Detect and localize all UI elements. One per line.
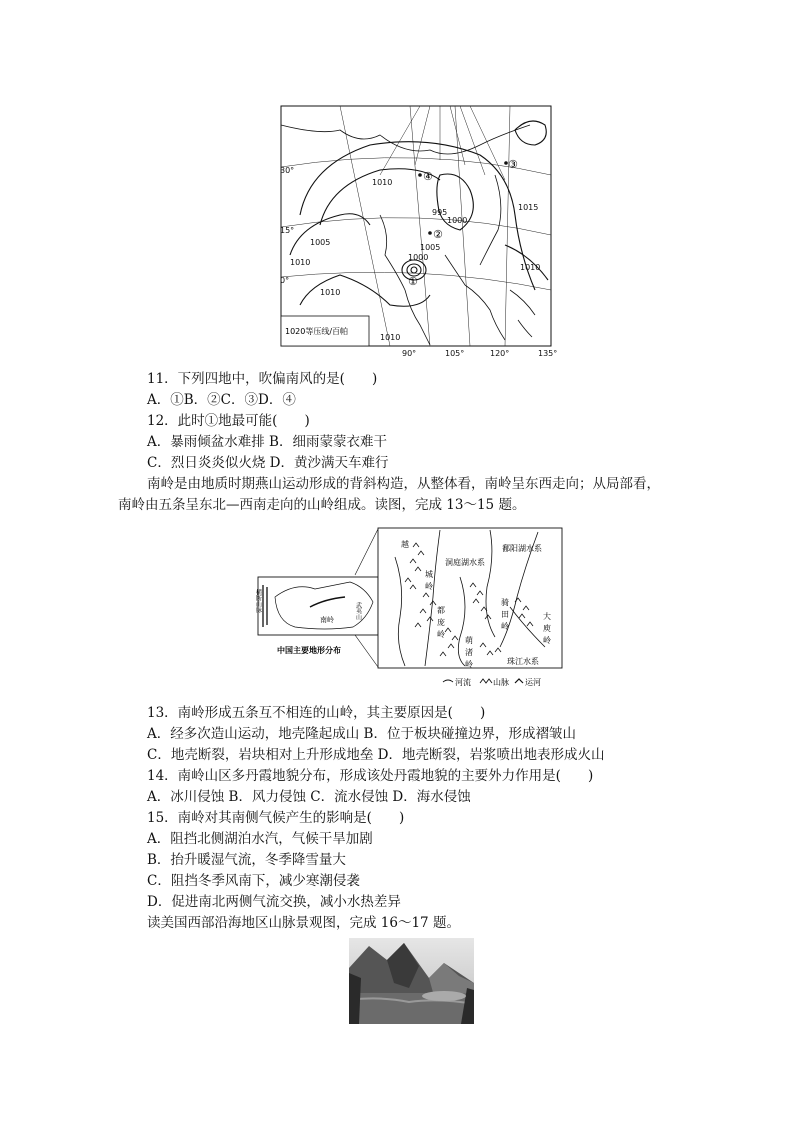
map-label-ling3: 岭 xyxy=(501,622,509,631)
map-label-da: 大 xyxy=(543,612,551,621)
legend-canal: 运河 xyxy=(525,678,541,687)
lat-label: 0° xyxy=(280,276,290,285)
mountain-landscape-image xyxy=(349,938,474,1024)
q14-options: A．冰川侵蚀 B．风力侵蚀 C．流水侵蚀 D．海水侵蚀 xyxy=(147,789,471,805)
lon-label: 120° xyxy=(490,349,510,358)
inset-label: 武夷山 xyxy=(354,602,362,620)
mountain-landscape-photo xyxy=(349,938,474,1024)
lon-label: 105° xyxy=(445,349,465,358)
isobar-map-figure xyxy=(280,105,570,360)
q15-option-b: B．抬升暖湿气流，冬季降雪量大 xyxy=(147,852,346,868)
point-4-label: ④ xyxy=(423,170,433,183)
isobar-value: 1010 xyxy=(380,333,401,342)
map-label-du: 都 xyxy=(437,606,445,615)
q11-options: A．①B．②C．③D．④ xyxy=(147,392,296,408)
q12-options-ab: A．暴雨倾盆水难排 B．细雨蒙蒙衣难干 xyxy=(147,434,387,450)
isobar-value: 1010 xyxy=(320,288,341,297)
isobar-value: 1005 xyxy=(420,243,441,252)
map-label-zhu: 渚 xyxy=(465,648,473,657)
lon-label: 135° xyxy=(538,349,558,358)
map-label-poyang: 鄱阳湖水系 xyxy=(502,544,542,553)
map-label-ling2: 岭 xyxy=(437,630,445,639)
isobar-value: 995 xyxy=(432,208,448,217)
map-label-ling4: 岭 xyxy=(465,660,473,669)
q11-stem: 11．下列四地中，吹偏南风的是( ) xyxy=(147,371,378,387)
map-label-meng: 萌 xyxy=(465,636,473,645)
isobar-value: 1000 xyxy=(447,216,468,225)
lat-label: 15° xyxy=(280,226,295,235)
q12-stem: 12．此时①地最可能( ) xyxy=(147,413,310,429)
isobar-legend: 1020等压线/百帕 xyxy=(285,327,349,336)
point-2-label: ② xyxy=(433,228,443,241)
q13-options-cd: C．地壳断裂，岩块相对上升形成地垒 D．地壳断裂，岩浆喷出地表形成火山 xyxy=(147,747,605,763)
map-label-qi: 骑 xyxy=(501,598,509,607)
map-label-cheng: 城 xyxy=(425,570,433,579)
q15-option-c: C．阻挡冬季风南下，减少寒潮侵袭 xyxy=(147,873,360,889)
passage1-line2: 南岭由五条呈东北—西南走向的山岭组成。读图，完成 13～15 题。 xyxy=(118,497,526,513)
nanling-map xyxy=(255,527,565,689)
map-label-zhujiang: 珠江水系 xyxy=(507,657,539,666)
map-label-pang: 庞 xyxy=(437,618,445,627)
lat-label: 30° xyxy=(280,166,295,175)
isobar-value: 1015 xyxy=(518,203,539,212)
q15-stem: 15．南岭对其南侧气候产生的影响是( ) xyxy=(147,810,405,826)
passage1-line1: 南岭是由地质时期燕山运动形成的背斜构造，从整体看，南岭呈东西走向；从局部看， xyxy=(147,476,660,492)
map-label-dongting: 洞庭湖水系 xyxy=(445,558,485,567)
isobar-value: 1010 xyxy=(520,263,541,272)
q13-options-ab: A．经多次造山运动，地壳隆起成山 B．位于板块碰撞边界，形成褶皱山 xyxy=(147,726,576,742)
legend-mountain: 山脉 xyxy=(493,678,509,687)
q14-stem: 14．南岭山区多丹霞地貌分布，形成该处丹霞地貌的主要外力作用是( ) xyxy=(147,768,594,784)
map-label-ling5: 岭 xyxy=(543,636,551,645)
isobar-value: 1005 xyxy=(310,238,331,247)
q13-stem: 13．南岭形成五条互不相连的山岭，其主要原因是( ) xyxy=(147,705,486,721)
isobar-map xyxy=(280,105,570,360)
nanling-figure xyxy=(255,527,565,689)
legend-river: 河流 xyxy=(455,678,471,687)
inset-label: 南岭 xyxy=(320,616,334,624)
q15-option-d: D．促进南北两侧气流交换，减小水热差异 xyxy=(147,894,401,910)
q15-option-a: A．阻挡北侧湖泊水汽，气候干旱加剧 xyxy=(147,831,373,847)
isobar-value: 1010 xyxy=(290,258,311,267)
map-label-yu: 庾 xyxy=(543,624,551,633)
point-1-label: ① xyxy=(408,275,418,288)
isobar-value: 1000 xyxy=(408,253,429,262)
passage2: 读美国西部沿海地区山脉景观图，完成 16～17 题。 xyxy=(147,915,460,931)
q12-options-cd: C．烈日炎炎似火烧 D．黄沙满天车难行 xyxy=(147,455,389,471)
lon-label: 90° xyxy=(402,349,417,358)
isobar-value: 1010 xyxy=(372,178,393,187)
map-label-yue: 越 xyxy=(401,540,409,549)
inset-caption: 中国主要地形分布 xyxy=(277,646,341,655)
point-3-label: ③ xyxy=(508,158,518,171)
map-label-tian: 田 xyxy=(501,610,509,619)
map-label-ling: 岭 xyxy=(425,582,433,591)
inset-label: 横断山脉 xyxy=(255,589,262,613)
